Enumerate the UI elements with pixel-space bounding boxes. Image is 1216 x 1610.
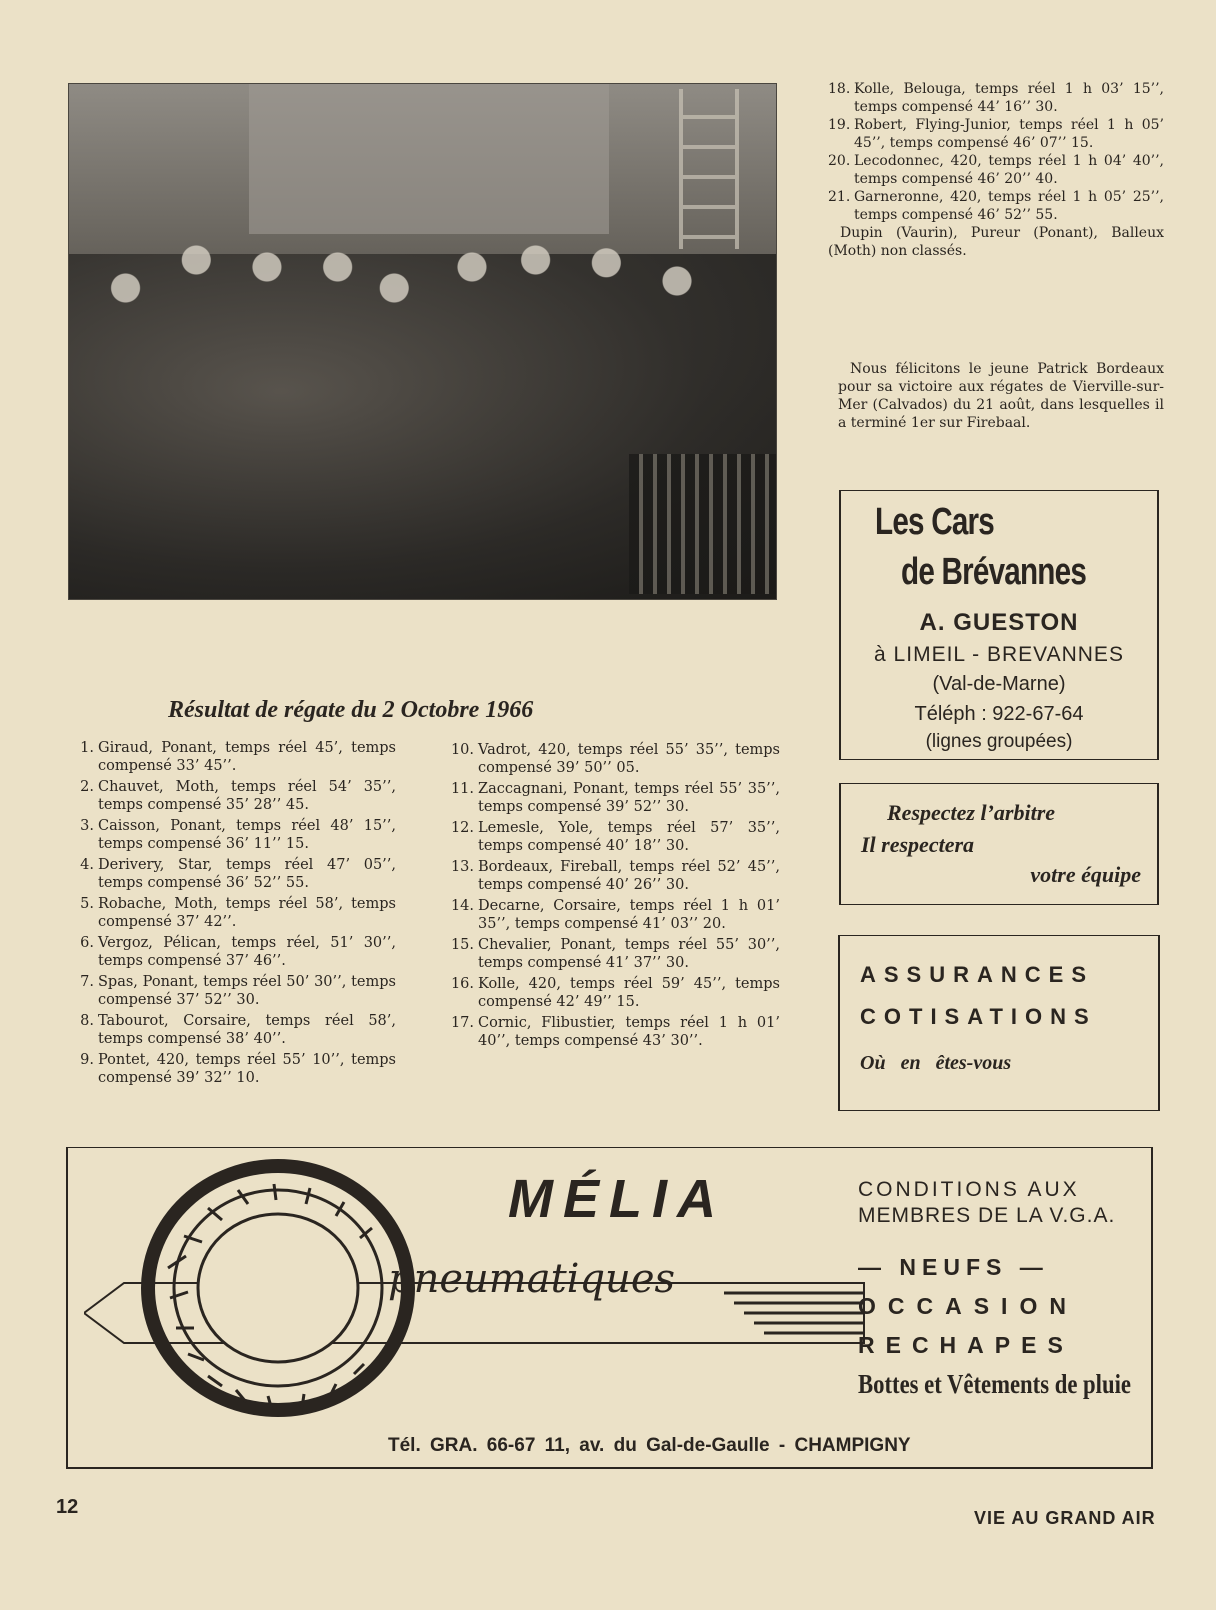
not-classed-text: Dupin (Vaurin), Pureur (Ponant), Balleux (Moth) non classés. [828, 225, 1164, 259]
ad-cars-title-line1: Les Cars [875, 501, 994, 543]
referee-line3: votre équipe [1030, 862, 1141, 887]
group-photo [68, 83, 777, 600]
ad-assurances [838, 935, 1160, 1111]
result-item: 12. Lemesle, Yole, temps réel 57’ 35’’, temps compensé 40’ 18’’ 30. [450, 820, 780, 854]
result-item: 1. Giraud, Ponant, temps réel 45’, temps compensé 33’ 45’’. [80, 740, 396, 774]
melia-contact: Tél. GRA. 66-67 11, av. du Gal-de-Gaulle - CHAMPIGNY [388, 1435, 911, 1456]
result-item: 6. Vergoz, Pélican, temps réel, 51’ 30’’, temps compensé 37’ 46’’. [80, 935, 396, 969]
ad-respect-referee [839, 783, 1159, 905]
result-item: 4. Derivery, Star, temps réel 47’ 05’’, temps compensé 36’ 52’’ 55. [80, 857, 396, 891]
melia-conditions-line2: MEMBRES DE LA V.G.A. [858, 1204, 1116, 1227]
melia-offers [858, 1178, 1138, 1400]
result-item: 15. Chevalier, Ponant, temps réel 55’ 30’’, temps compensé 41’ 37’’ 30. [450, 937, 780, 971]
banner-pneumatiques: pneumatiques [388, 1256, 676, 1302]
melia-occasion: OCCASION [858, 1293, 1078, 1319]
result-item: 21. Garneronne, 420, temps réel 1 h 05’ 25’’, temps compensé 46’ 52’’ 55. [828, 189, 1164, 223]
magazine-title: VIE AU GRAND AIR [974, 1508, 1156, 1528]
result-item: 14. Decarne, Corsaire, temps réel 1 h 01’ 35’’, temps compensé 41’ 03’’ 20. [450, 898, 780, 932]
melia-brand: MÉLIA [508, 1169, 726, 1229]
result-item: 2. Chauvet, Moth, temps réel 54’ 35’’, temps compensé 35’ 28’’ 45. [80, 779, 396, 813]
page-number: 12 [56, 1496, 79, 1518]
ad-cars-place: à LIMEIL - BREVANNES [874, 643, 1124, 666]
photo-bottles [629, 454, 776, 594]
result-item: 18. Kolle, Belouga, temps réel 1 h 03’ 15’’, temps compensé 44’ 16’’ 30. [828, 81, 1164, 115]
results-column-2 [450, 742, 780, 1054]
tire-icon [128, 1158, 428, 1418]
ad-cars-lines: (lignes groupées) [925, 731, 1073, 752]
results-title: Résultat de régate du 2 Octobre 1966 [168, 697, 534, 723]
result-item: 9. Pontet, 420, temps réel 55’ 10’’, temps compensé 39’ 32’’ 10. [80, 1052, 396, 1086]
melia-neufs: — NEUFS — [858, 1254, 1049, 1280]
results-column-1 [70, 740, 396, 1091]
ad-cars-brevannes [839, 490, 1159, 760]
result-item: 20. Lecodonnec, 420, temps réel 1 h 04’ 40’’, temps compensé 46’ 20’’ 40. [828, 153, 1164, 187]
result-item: 7. Spas, Ponant, temps réel 50’ 30’’, temps compensé 37’ 52’’ 30. [80, 974, 396, 1008]
results-continued [828, 80, 1164, 260]
assurances-line2: COTISATIONS [860, 1004, 1097, 1029]
referee-line1: Respectez l’arbitre [887, 800, 1056, 825]
referee-line2: Il respectera [861, 832, 975, 857]
melia-bottes: Bottes et Vêtements de pluie [858, 1369, 1131, 1399]
congratulations-paragraph: Nous félicitons le jeune Patrick Bordeaux pour sa victoire aux régates de Vierville-sur-Mer (Calvados) du 21 août, dans lesquelles il a terminé 1er sur Firebaal. [838, 361, 1164, 431]
ad-cars-owner: A. GUESTON [919, 609, 1079, 636]
assurances-line1: ASSURANCES [860, 962, 1095, 987]
photo-faces [69, 204, 776, 344]
assurances-line3: Où en êtes-vous [860, 1052, 1012, 1074]
result-item: 11. Zaccagnani, Ponant, temps réel 55’ 35’’, temps compensé 39’ 52’’ 30. [450, 781, 780, 815]
result-item: 8. Tabourot, Corsaire, temps réel 58’, temps compensé 38’ 40’’. [80, 1013, 396, 1047]
ad-cars-region: (Val-de-Marne) [932, 673, 1066, 695]
ad-cars-phone: Téléph : 922-67-64 [914, 703, 1084, 725]
result-item: 13. Bordeaux, Fireball, temps réel 52’ 45’’, temps compensé 40’ 26’’ 30. [450, 859, 780, 893]
result-item: 19. Robert, Flying-Junior, temps réel 1 h 05’ 45’’, temps compensé 46’ 07’’ 15. [828, 117, 1164, 151]
result-item: 10. Vadrot, 420, temps réel 55’ 35’’, temps compensé 39’ 50’’ 05. [450, 742, 780, 776]
ad-melia-tyres [66, 1147, 1153, 1469]
ad-cars-title-line2: de Brévannes [901, 551, 1087, 593]
melia-conditions-line1: CONDITIONS AUX [858, 1178, 1080, 1201]
result-item: 17. Cornic, Flibustier, temps réel 1 h 01’ 40’’, temps compensé 43’ 30’’. [450, 1015, 780, 1049]
result-item: 5. Robache, Moth, temps réel 58’, temps compensé 37’ 42’’. [80, 896, 396, 930]
result-item: 3. Caisson, Ponant, temps réel 48’ 15’’, temps compensé 36’ 11’’ 15. [80, 818, 396, 852]
result-item: 16. Kolle, 420, temps réel 59’ 45’’, temps compensé 42’ 49’’ 15. [450, 976, 780, 1010]
melia-rechapes: RECHAPES [858, 1332, 1074, 1358]
